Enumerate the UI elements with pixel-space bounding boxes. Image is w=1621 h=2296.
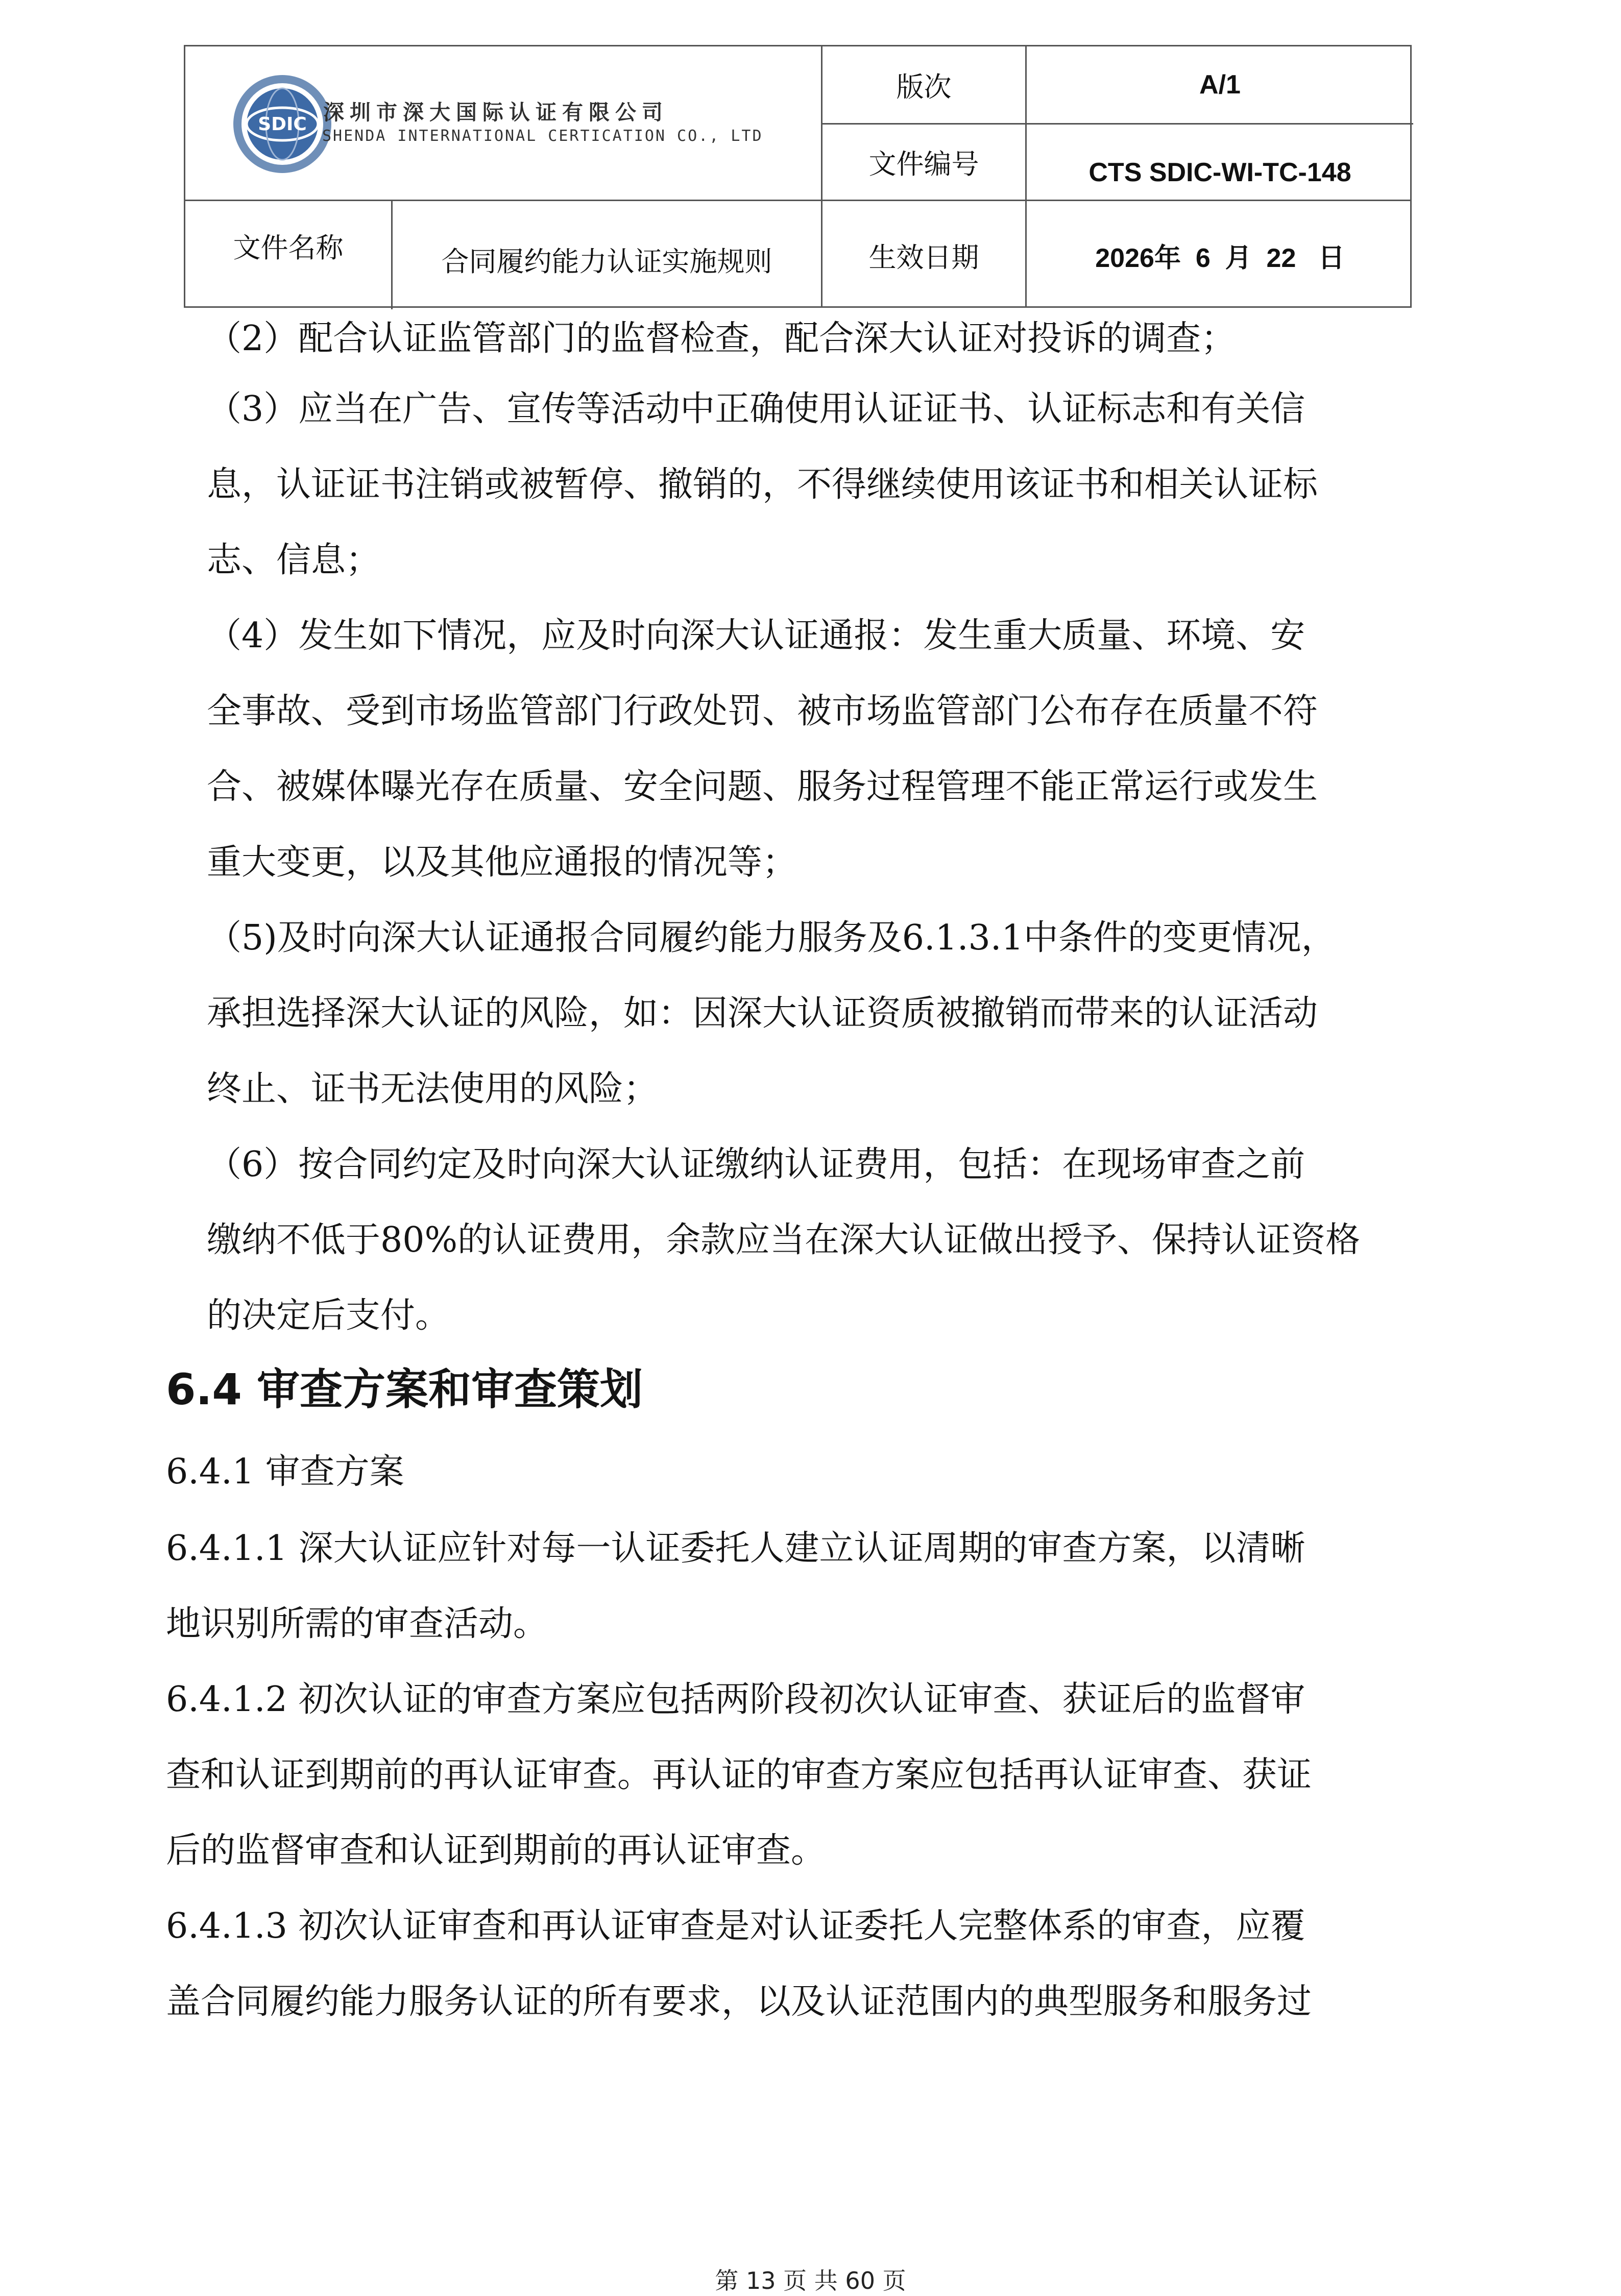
version-label: 版次 [896,70,952,103]
subsection-6-4-1 [166,1434,404,1510]
line: （2）配合认证监管部门的监督检查，配合深大认证对投诉的调查； [207,319,1236,359]
section-heading: 6.4 审查方案和审查策划 [166,1364,643,1414]
line: 终止、证书无法使用的风险； [207,1069,659,1109]
line: 缴纳不低于80%的认证费用，余款应当在深大认证做出授予、保持认证资格 [207,1220,1361,1260]
line: （4）发生如下情况，应及时向深大认证通报：发生重大质量、环境、安 [207,616,1305,656]
company-name-cn: 深圳市深大国际认证有限公司 [323,100,668,125]
line: 承担选择深大认证的风险，如：因深大认证资质被撤销而带来的认证活动 [207,993,1318,1034]
line: 查和认证到期前的再认证审查。再认证的审查方案应包括再认证审查、获证 [166,1755,1312,1795]
line: （3）应当在广告、宣传等活动中正确使用认证证书、认证标志和有关信 [207,389,1305,429]
effective-date-label: 生效日期 [868,241,979,274]
line: 地识别所需的审查活动。 [166,1604,548,1644]
doc-name-value: 合同履约能力认证实施规则 [441,246,772,278]
paragraph-3 [207,372,1318,598]
paragraph-5 [207,900,1336,1127]
version-value: A/1 [1199,70,1241,100]
line: （5)及时向深大认证通报合同履约能力服务及6.1.3.1中条件的变更情况， [207,918,1336,958]
line: 6.4.1.3 初次认证审查和再认证审查是对认证委托人完整体系的审查，应覆 [166,1906,1305,1946]
subsection-6-4-1-3 [166,1889,1312,2040]
company-logo-block [185,46,821,200]
paragraph-2 [207,301,1236,377]
subsection-6-4-1-2 [166,1662,1312,1889]
company-name-en: SHENDA INTERNATIONAL CERTICATION CO., LTD [322,127,763,145]
subsection-6-4-1-1 [166,1511,1305,1662]
line: 盖合同履约能力服务认证的所有要求，以及认证范围内的典型服务和服务过 [166,1982,1312,2022]
logo-text: SDIC [258,114,307,135]
line: 的决定后支付。 [207,1296,450,1336]
line: 6.4.1.2 初次认证的审查方案应包括两阶段初次认证审查、获证后的监督审 [166,1679,1305,1720]
line: 后的监督审查和认证到期前的再认证审查。 [166,1830,826,1871]
sdic-seal-logo [231,73,333,175]
line: （6）按合同约定及时向深大认证缴纳认证费用，包括：在现场审查之前 [207,1144,1305,1185]
page-number-footer: 第 13 页 共 60 页 [715,2267,906,2294]
line: 合、被媒体曝光存在质量、安全问题、服务过程管理不能正常运行或发生 [207,767,1318,807]
document-header-table [184,45,1412,308]
doc-number-value: CTS SDIC-WI-TC-148 [1088,157,1351,187]
line: 6.4.1 审查方案 [166,1452,404,1492]
doc-name-label: 文件名称 [233,232,344,264]
line: 重大变更，以及其他应通报的情况等； [207,842,797,883]
doc-number-label: 文件编号 [868,148,979,180]
line: 全事故、受到市场监管部门行政处罚、被市场监管部门公布存在质量不符 [207,691,1318,731]
paragraph-6 [207,1127,1360,1354]
effective-date-value: 2026年 6 月 22 日 [1095,243,1345,273]
line: 志、信息； [207,540,381,580]
line: 6.4.1.1 深大认证应针对每一认证委托人建立认证周期的审查方案，以清晰 [166,1528,1305,1569]
line: 息，认证证书注销或被暂停、撤销的，不得继续使用该证书和相关认证标 [207,465,1318,505]
paragraph-4 [207,598,1318,900]
